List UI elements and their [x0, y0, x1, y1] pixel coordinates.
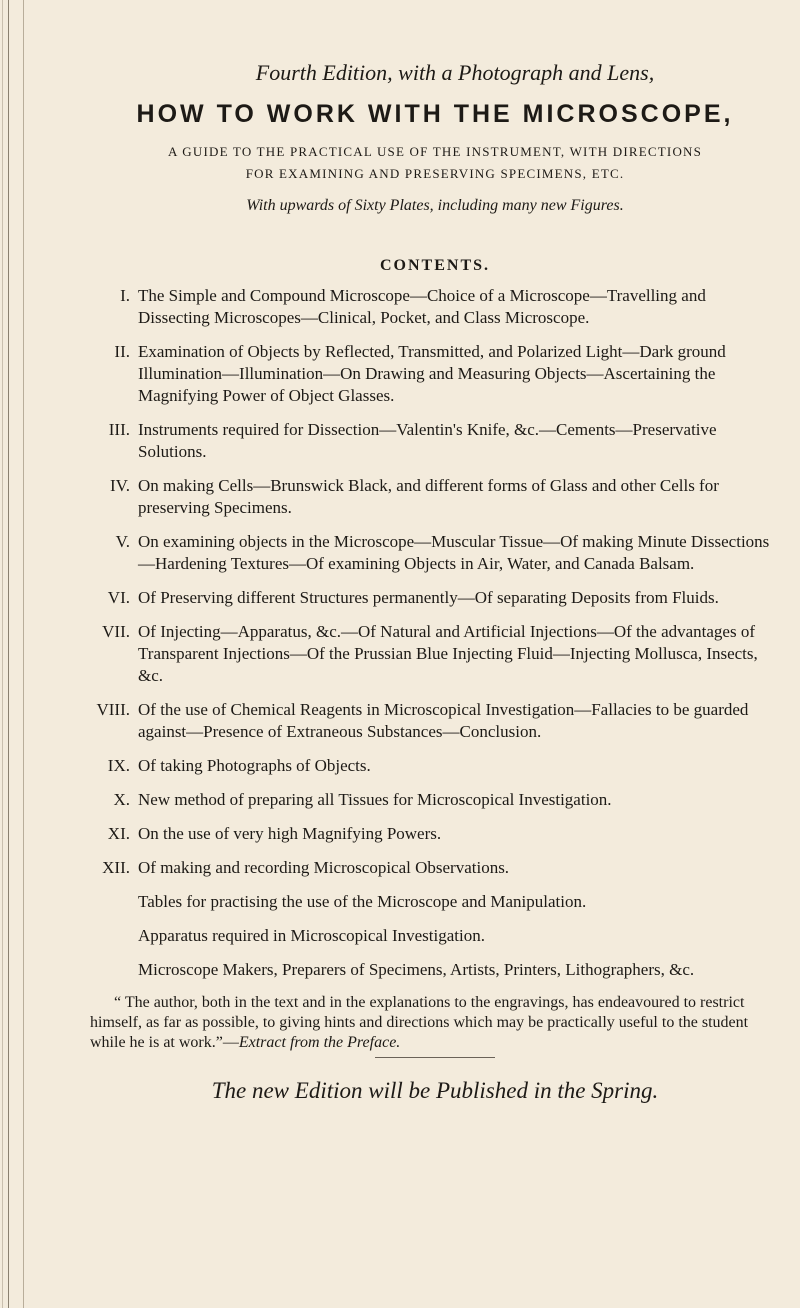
- edition-line: Fourth Edition, with a Photograph and Lens,: [255, 60, 655, 85]
- subtitle-line-2: FOR EXAMINING AND PRESERVING SPECIMENS, ETC.: [245, 166, 625, 181]
- contents-item: [90, 857, 780, 879]
- quote-text: “ The author, both in the text and in the explanations to the engravings, has endeavoured to restrict himself, as far as possible, to giving hints and directions which may be practically useful to the student while he is at work.”—: [90, 994, 749, 1051]
- chapter-number: IX.: [107, 756, 130, 775]
- chapter-number: XII.: [102, 858, 130, 877]
- contents-list: [90, 285, 780, 879]
- makers-note: Microscope Makers, Preparers of Specimens, Artists, Printers, Lithographers, &c.: [138, 960, 695, 979]
- chapter-text: On the use of very high Magnifying Powers.: [138, 824, 442, 843]
- contents-item: [90, 699, 780, 743]
- contents-item: [90, 823, 780, 845]
- contents-item: [90, 621, 780, 687]
- contents-item: [90, 285, 780, 329]
- chapter-text: On examining objects in the Microscope—Muscular Tissue—Of making Minute Dissections—Hardening Textures—Of examining Objects in Air, Water, and Canada Balsam.: [138, 532, 770, 573]
- contents-item: [90, 755, 780, 777]
- chapter-text: Of making and recording Microscopical Observations.: [138, 858, 510, 877]
- advertisement-page: [90, 60, 780, 1104]
- contents-item: [90, 587, 780, 609]
- tables-note: Tables for practising the use of the Microscope and Manipulation.: [138, 892, 587, 911]
- chapter-number: II.: [114, 342, 130, 361]
- chapter-text: On making Cells—Brunswick Black, and different forms of Glass and other Cells for preserving Specimens.: [138, 476, 719, 517]
- plates-note: With upwards of Sixty Plates, including many new Figures.: [246, 197, 624, 214]
- chapter-text: The Simple and Compound Microscope—Choice of a Microscope—Travelling and Dissecting Microscopes—Clinical, Pocket, and Class Microscope.: [138, 286, 706, 327]
- chapter-text: Instruments required for Dissection—Valentin's Knife, &c.—Cements—Preservative Solutions.: [138, 420, 717, 461]
- chapter-text: Of the use of Chemical Reagents in Microscopical Investigation—Fallacies to be guarded against—Presence of Extraneous Substances—Conclusion.: [138, 700, 749, 741]
- binding-gutter: [8, 0, 24, 1308]
- chapter-number: X.: [113, 790, 130, 809]
- chapter-number: XI.: [107, 824, 130, 843]
- subtitle-line-1: A GUIDE TO THE PRACTICAL USE OF THE INSTRUMENT, WITH DIRECTIONS: [167, 144, 703, 159]
- chapter-number: VI.: [107, 588, 130, 607]
- book-title: HOW TO WORK WITH THE MICROSCOPE,: [136, 100, 734, 128]
- chapter-number: I.: [120, 286, 130, 305]
- divider-rule: [375, 1057, 495, 1058]
- chapter-number: III.: [108, 420, 130, 439]
- chapter-number: VIII.: [96, 700, 130, 719]
- chapter-number: V.: [115, 532, 130, 551]
- contents-item: [90, 419, 780, 463]
- contents-item: [90, 341, 780, 407]
- contents-item: [90, 475, 780, 519]
- contents-item: [90, 531, 780, 575]
- chapter-text: Examination of Objects by Reflected, Transmitted, and Polarized Light—Dark ground Illumination—Illumination—On Drawing and Measuring Objects—Ascertaining the Magnifying Power of Object Glasses.: [138, 342, 726, 405]
- chapter-number: VII.: [102, 622, 130, 641]
- binding-edge-line: [2, 0, 3, 1308]
- apparatus-note: Apparatus required in Microscopical Investigation.: [138, 926, 485, 945]
- contents-heading: CONTENTS.: [379, 257, 491, 274]
- subtitle: [90, 141, 780, 185]
- contents-item: [90, 789, 780, 811]
- chapter-text: Of Preserving different Structures permanently—Of separating Deposits from Fluids.: [138, 588, 719, 607]
- preface-quote: [90, 993, 780, 1053]
- chapter-text: Of Injecting—Apparatus, &c.—Of Natural and Artificial Injections—Of the advantages of Transparent Injections—Of the Prussian Blue Injecting Fluid—Injecting Mollusca, Insects, &c.: [138, 622, 758, 685]
- quote-source: Extract from the Preface.: [238, 1034, 401, 1051]
- publication-note: The new Edition will be Published in the Spring.: [211, 1078, 659, 1103]
- chapter-number: IV.: [110, 476, 130, 495]
- chapter-text: New method of preparing all Tissues for Microscopical Investigation.: [138, 790, 612, 809]
- chapter-text: Of taking Photographs of Objects.: [138, 756, 371, 775]
